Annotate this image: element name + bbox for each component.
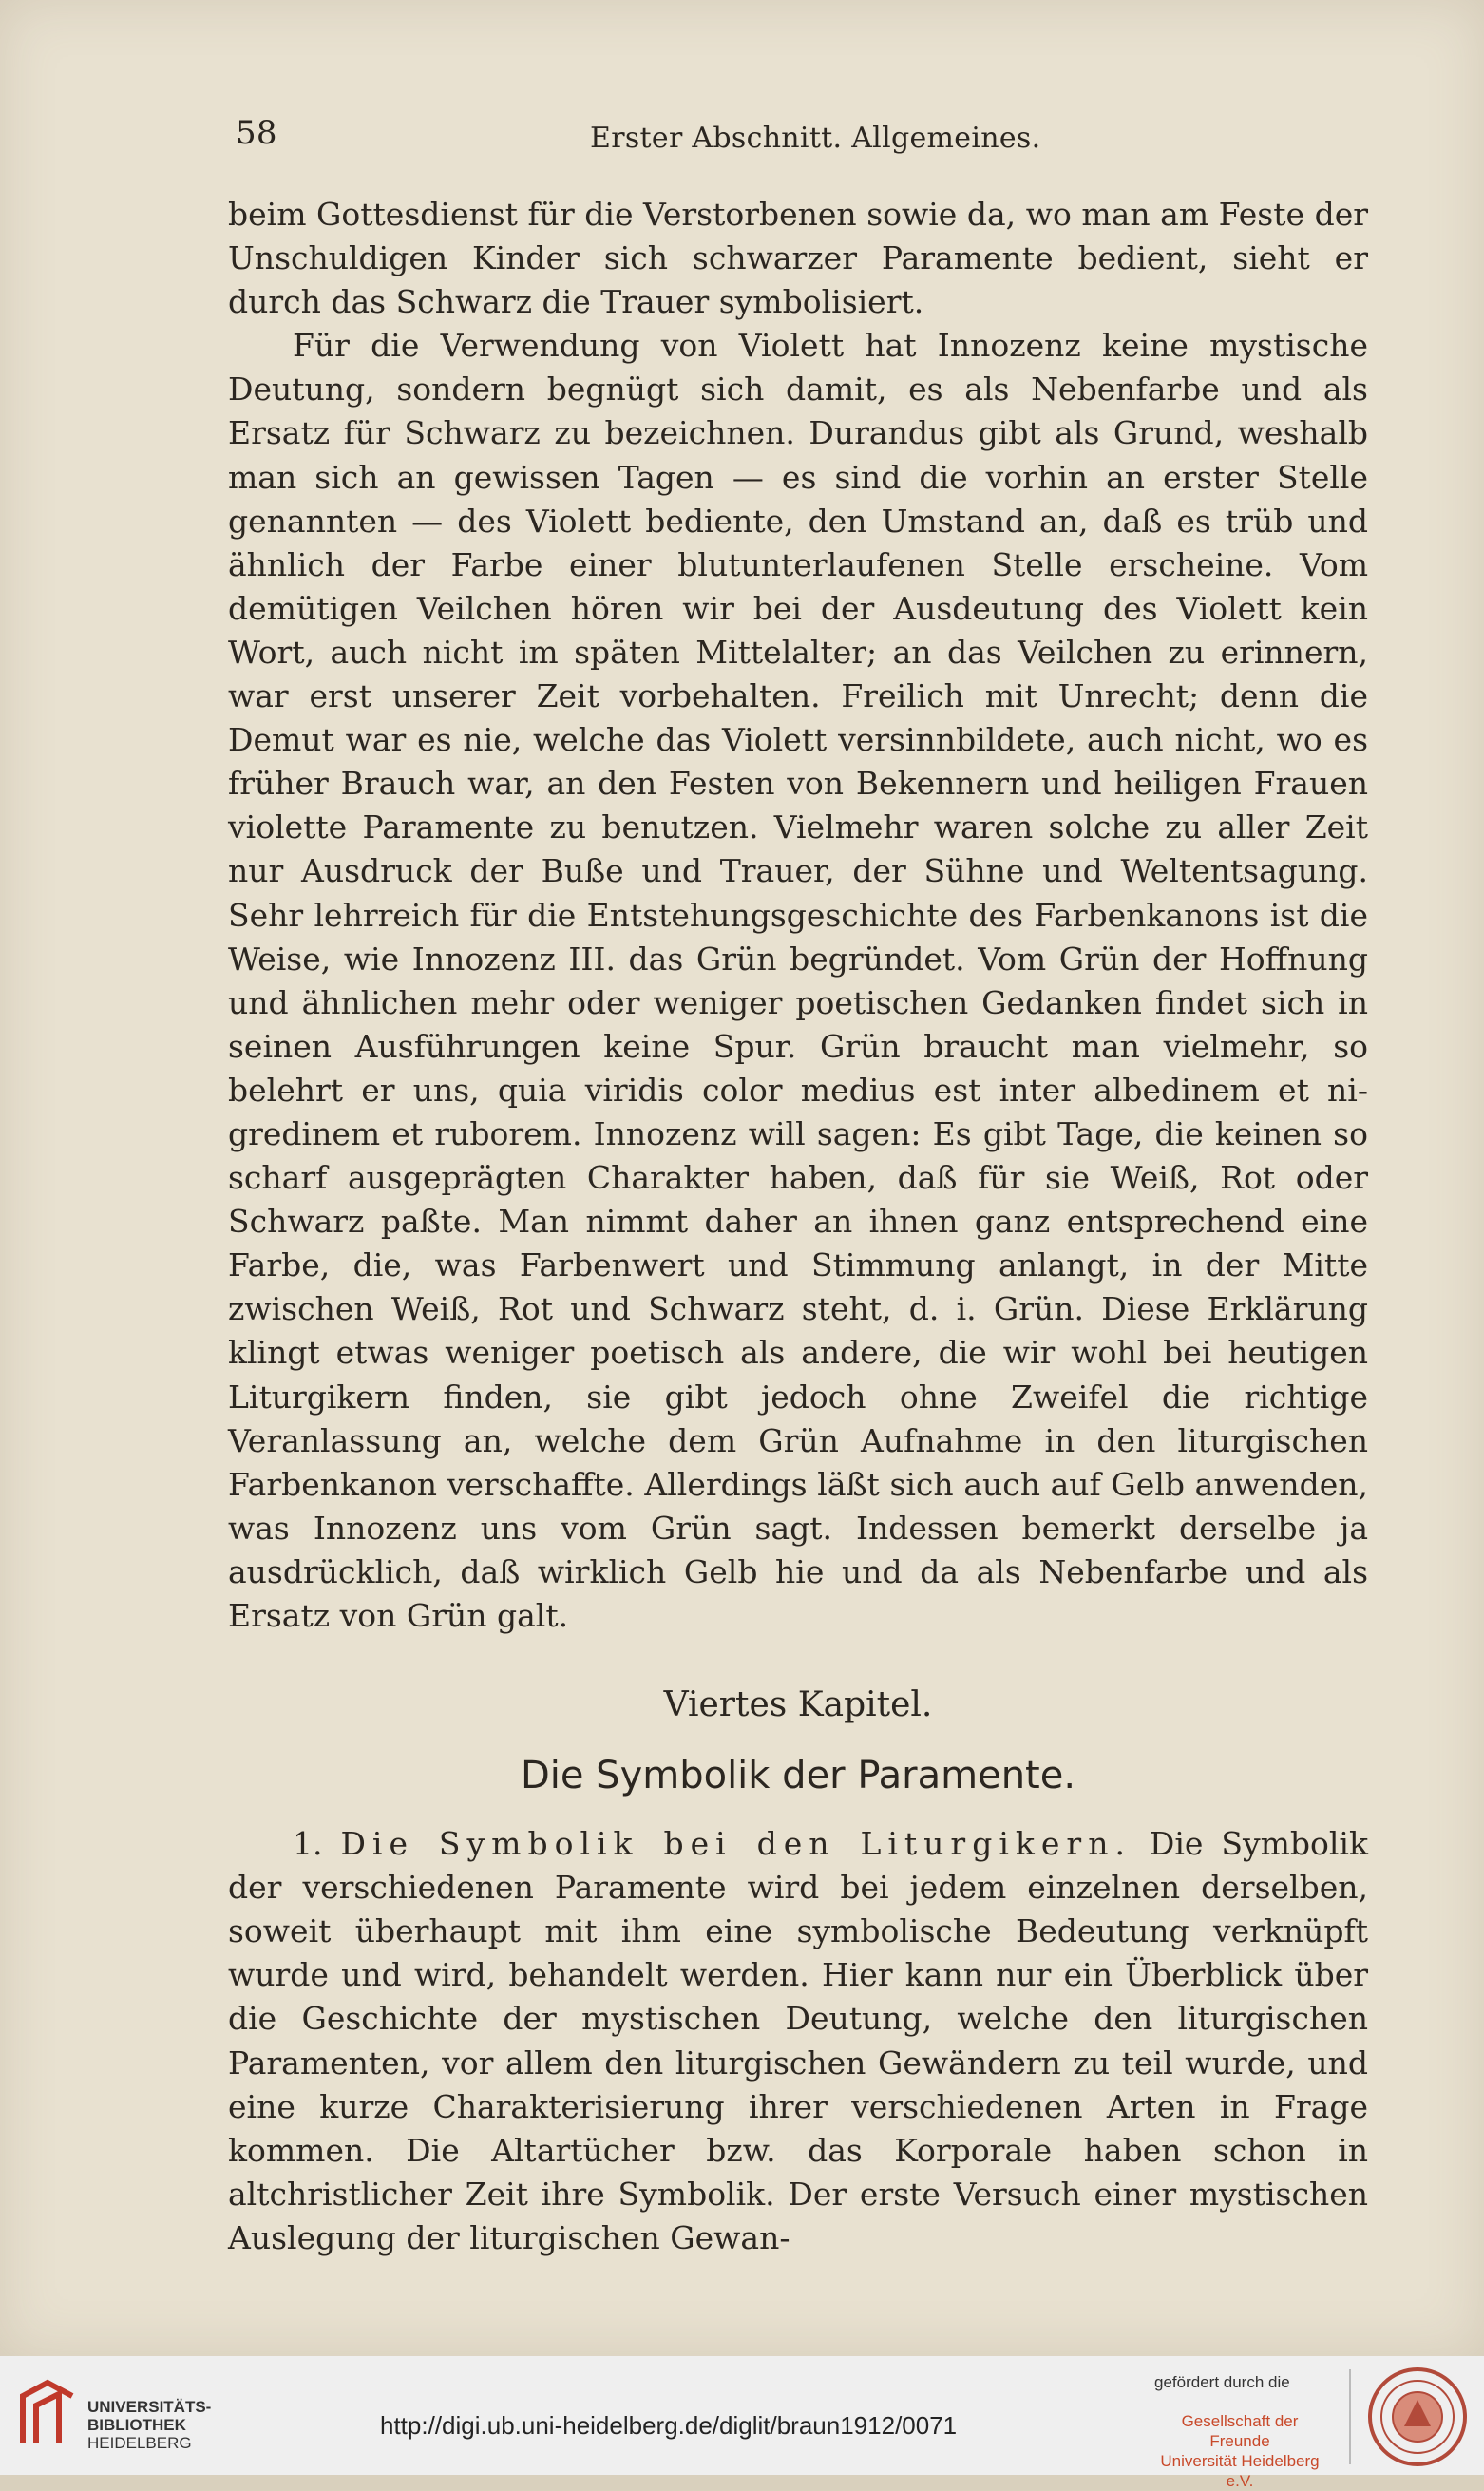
library-name: UNIVERSITÄTS- BIBLIOTHEK HEIDELBERG [87,2398,212,2452]
footer-divider [1349,2369,1351,2464]
digitization-footer [0,2356,1484,2490]
paragraph-continued: beim Gottesdienst für die Verstorbenen sowie da, wo man am Feste der Unschuldigen Kinder sich schwarzer Paramente bedient, sieht er durch das Schwarz die Trauer symbolisiert. [228,196,1368,321]
running-title: Erster Abschnitt. Allgemeines. [590,122,1041,155]
section-number: 1. [293,1825,323,1863]
sponsor-society: Gesellschaft der Freunde Universität Heidelberg e.V. [1160,2412,1320,2490]
page-number: 58 [236,114,277,152]
chapter-label: Viertes Kapitel. [663,1685,933,1725]
running-head [224,114,1364,162]
paragraph-violett: Für die Verwendung von Violett hat Innozenz keine mystische Deutung, sondern begnügt sich damit, es als Nebenfarbe und als Ersatz für Schwarz zu bezeichnen. Durandus gibt als Grund, weshalb man sich an gewissen Tagen — es sind die vorhin an erster Stelle genannten — des Violett bediente, den Umstand an, daß es trüb und ähnlich der Farbe einer blutunterlaufenen Stelle erscheine. Vom demütigen Veilchen hören wir bei der Ausdeutung des Violett kein Wort, auch nicht im späten Mittelalter; an das Veilchen zu erinnern, war erst unserer Zeit vorbehalten. Freilich mit Unrecht; denn die Demut war es nie, welche das Violett versinnbildete, auch nicht, wo es früher Brauch war, an den Festen von Bekennern und heiligen Frauen violette Paramente zu benutzen. Vielmehr waren solche zu aller Zeit nur Ausdruck der Buße und Trauer, der Sühne und Weltentsagung. Sehr lehrreich für die Entstehungsgeschichte des Farbenkanons ist die Weise, wie Innozenz III. das Grün begründet. Vom Grün der Hoffnung und ähnlichen mehr oder weniger poetischen Gedanken findet sich in seinen Ausführungen keine Spur. Grün braucht man vielmehr, so belehrt er uns, quia viridis color medius est inter albedinem et nigredinem et ruborem. Innozenz will sagen: Es gibt Tage, die keinen so scharf ausgeprägten Charakter haben, daß für sie Weiß, Rot oder Schwarz paßte. Man nimmt daher an ihnen ganz entsprechend eine Farbe, die, was Farbenwert und Stimmung anlangt, in der Mitte zwischen Weiß, Rot und Schwarz steht, d. i. Grün. Diese Erklärung klingt etwas weniger poetisch als andere, die wir wohl bei heutigen Liturgikern finden, sie gibt jedoch ohne Zweifel die richtige Veranlassung an, welche dem Grün Aufnahme in den liturgischen Farbenkanon verschaffte. Allerdings läßt sich auch auf Gelb anwenden, was Innozenz uns vom Grün sagt. Indessen bemerkt derselbe ja ausdrücklich, daß wirklich Gelb hie und da als Nebenfarbe und als Ersatz von Grün galt. [228,327,1368,1634]
university-seal-icon [1366,2366,1469,2468]
section-paragraph [228,1822,1368,2260]
university-library-logo-icon [13,2377,82,2451]
permalink-url[interactable]: http://digi.ub.uni-heidelberg.de/diglit/braun1912/0071 [380,2411,958,2440]
chapter-title: Die Symbolik der Paramente. [520,1754,1076,1798]
section-heading: Die Symbolik bei den Liturgikern. [340,1825,1132,1863]
sponsor-note: gefördert durch die [1154,2373,1290,2391]
section-body: Die Symbolik der verschiedenen Paramente wird bei jedem einzelnen derselben, soweit überhaupt mit ihm eine symbolische Bedeutung verknüpft wurde und wird, behandelt werden. Hier kann nur ein Überblick über die Geschichte der mystischen Deutung, welche den liturgischen Paramenten, vor allem den liturgischen Gewändern zu teil wurde, und eine kurze Charakterisierung ihrer verschiedenen Arten in Frage kommen. Die Altartücher bzw. das Korporale haben schon in altchristlicher Zeit ihre Symbolik. Der erste Versuch einer mystischen Auslegung der liturgischen Gewan- [228,1825,1368,2256]
body-text [228,193,1368,2260]
